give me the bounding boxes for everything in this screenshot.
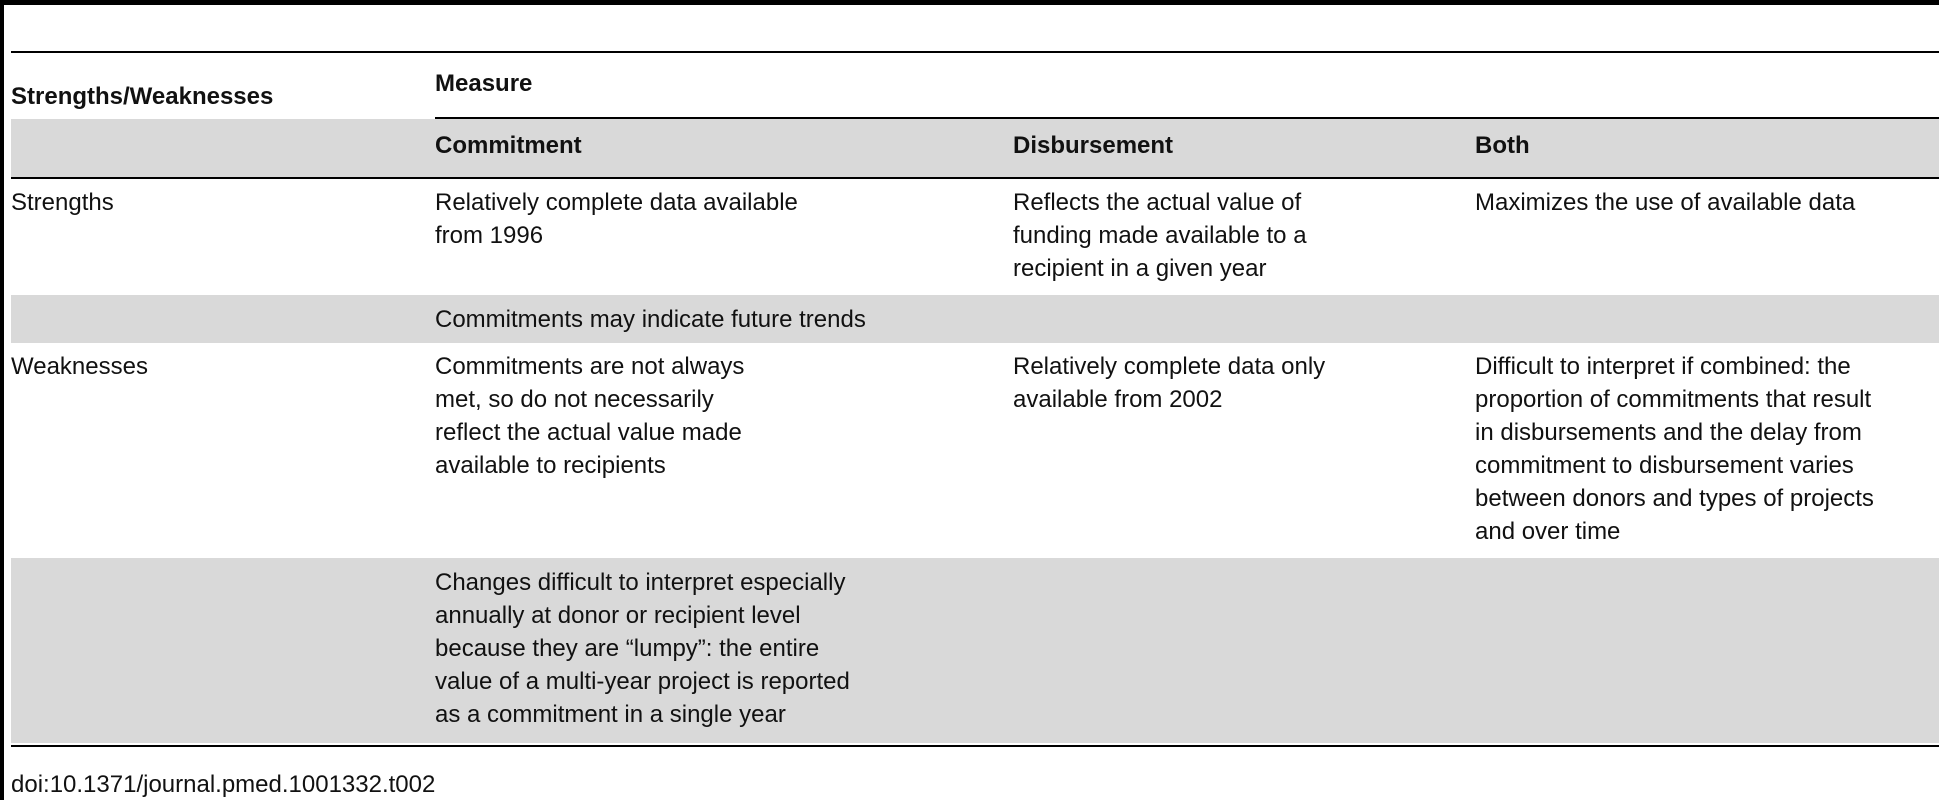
cell-commitment: Commitments are not always met, so do not necessarily reflect the actual value made available to recipients (435, 353, 745, 479)
table-row (11, 295, 1939, 343)
header-row-group (11, 53, 1939, 119)
header-col-both: Both (1475, 132, 1530, 159)
left-border (0, 0, 4, 800)
cell-commitment: Changes difficult to interpret especially annually at donor or recipient level because they are “lumpy”: the entire value of a multi-year project is reported as a commitment in a single year (435, 569, 850, 728)
doi-footnote: doi:10.1371/journal.pmed.1001332.t002 (11, 771, 436, 798)
header-measure-label: Measure (435, 70, 533, 97)
cell-disbursement: Relatively complete data only available from 2002 (1013, 353, 1326, 413)
cell-both: Difficult to interpret if combined: the proportion of commitments that result in disbursements and the delay from commitment to disbursement varies between donors and types of projects and over time (1475, 353, 1874, 545)
header-col-disbursement: Disbursement (1013, 132, 1174, 159)
table-row (11, 558, 1939, 743)
row-label: Strengths (11, 189, 114, 216)
table-bottom-rule (11, 745, 1939, 747)
cell-disbursement: Reflects the actual value of funding made available to a recipient in a given year (1013, 189, 1307, 282)
table-row (11, 343, 1939, 558)
cell-commitment: Commitments may indicate future trends (435, 306, 866, 333)
cell-commitment: Relatively complete data available from 1996 (435, 189, 798, 249)
cell-both: Maximizes the use of available data (1475, 189, 1856, 216)
row-label: Weaknesses (11, 353, 148, 380)
table-row (11, 179, 1939, 295)
header-col-commitment: Commitment (435, 132, 582, 159)
header-row-label: Strengths/Weaknesses (11, 83, 274, 110)
strengths-weaknesses-table (11, 53, 1939, 743)
top-rule (0, 0, 1939, 5)
header-columns-row (11, 119, 1939, 177)
